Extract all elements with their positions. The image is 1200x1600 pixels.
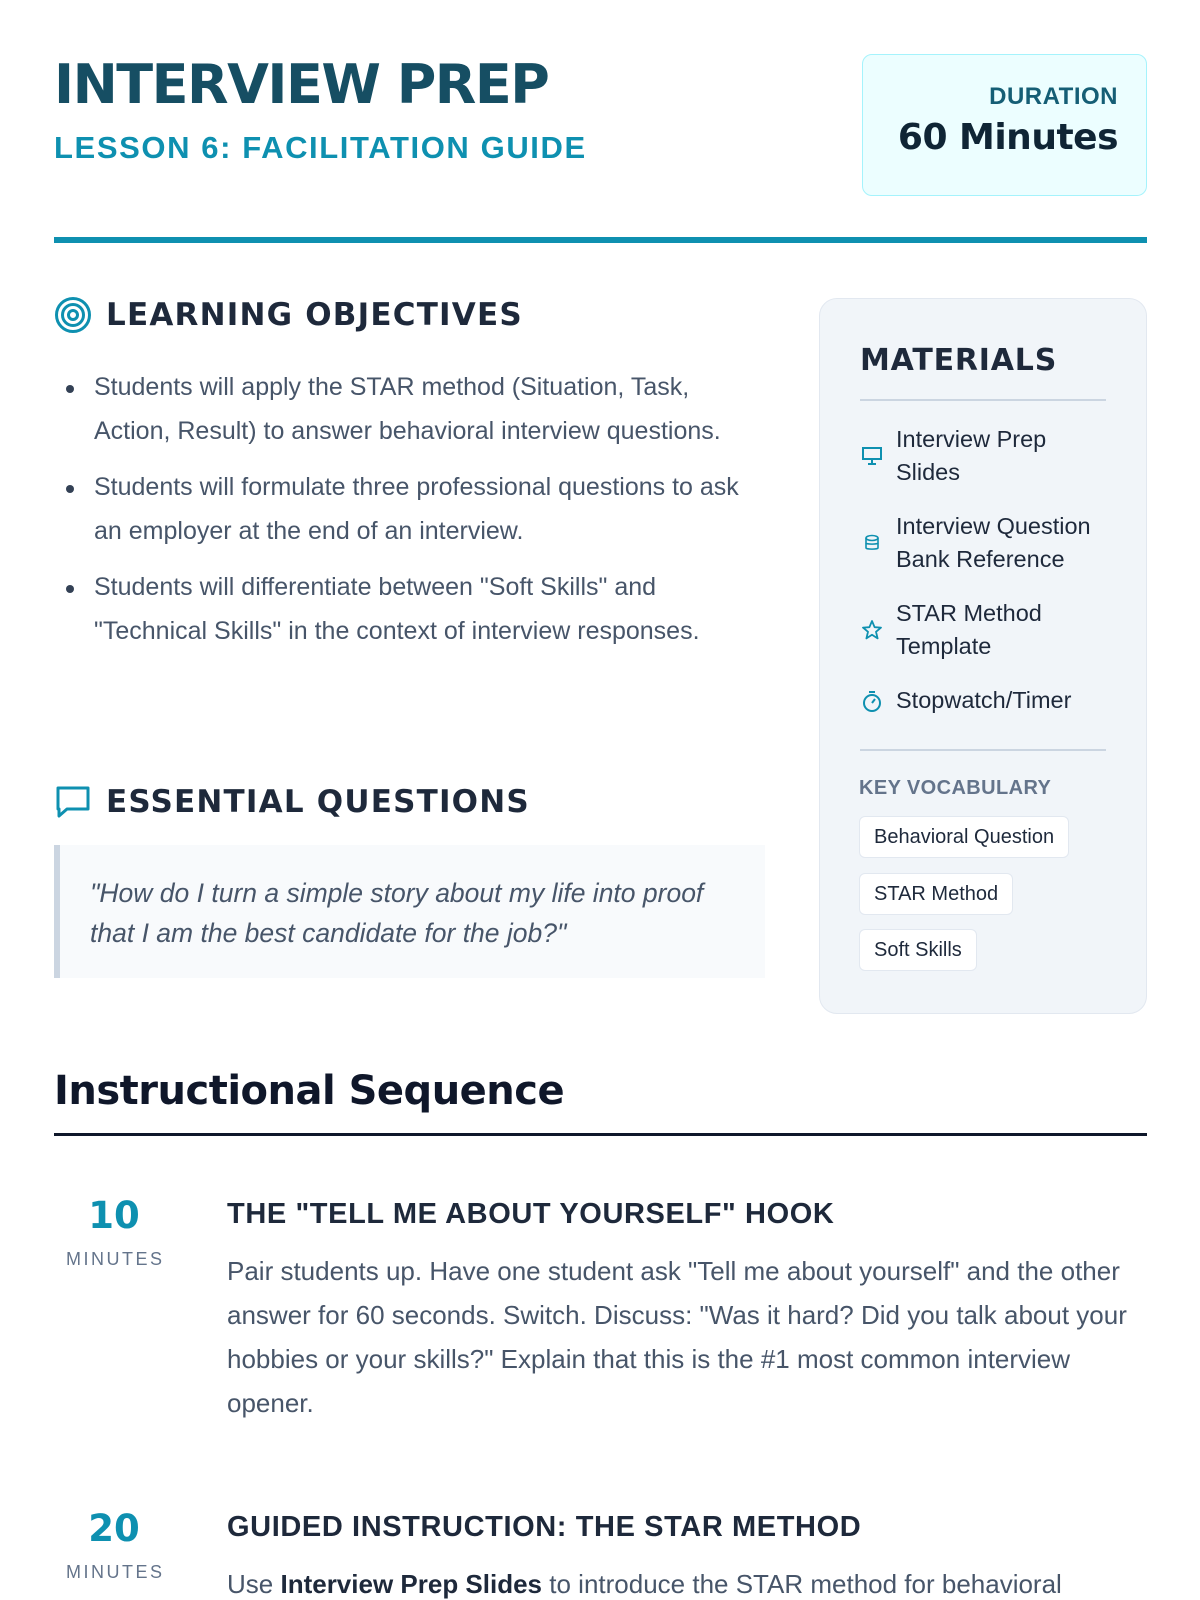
step-body: Pair students up. Have one student ask "Tell me about yourself" and the other answer for 60 seconds. Switch. Discuss: "Was it hard? Did you talk about your hobbies or your skills?" Explain that this is the #1 most common interview opener. xyxy=(227,1256,1127,1418)
step-body xyxy=(227,1562,1147,1600)
step-minutes: 20 xyxy=(88,1507,140,1550)
page-header xyxy=(54,52,1147,247)
vocab-chip: Soft Skills xyxy=(859,929,977,971)
stopwatch-icon xyxy=(860,689,884,713)
vocab-chip: STAR Method xyxy=(859,873,1013,915)
materials-title: MATERIALS xyxy=(860,343,1058,378)
objectives-heading xyxy=(54,296,523,334)
step-title: THE "TELL ME ABOUT YOURSELF" HOOK xyxy=(227,1198,835,1230)
sequence-divider xyxy=(54,1133,1147,1136)
vocabulary-divider xyxy=(860,749,1106,751)
materials-divider xyxy=(860,399,1106,401)
list-item: Students will formulate three professional questions to ask an employer at the end of an interview. xyxy=(66,466,766,553)
database-icon xyxy=(860,531,884,555)
objectives-list xyxy=(66,366,766,666)
vocab-chip: Behavioral Question xyxy=(859,816,1069,858)
essential-question-quote: "How do I turn a simple story about my life into proof that I am the best candidate for the job?" xyxy=(54,845,765,978)
vocabulary-label: KEY VOCABULARY xyxy=(859,777,1052,799)
duration-value: 60 Minutes xyxy=(897,117,1118,158)
presentation-icon xyxy=(860,444,884,468)
list-item: Students will differentiate between "Soft Skills" and "Technical Skills" in the context of interview responses. xyxy=(66,566,766,653)
step-body-emphasis: Interview Prep Slides xyxy=(280,1569,543,1599)
step-duration xyxy=(66,1506,165,1583)
sequence-step xyxy=(54,1506,1147,1600)
target-icon xyxy=(54,296,92,334)
header-divider xyxy=(54,237,1147,243)
sequence-title: Instructional Sequence xyxy=(54,1068,565,1114)
page-title: INTERVIEW PREP xyxy=(54,53,549,116)
step-body-text: Use xyxy=(227,1569,281,1599)
list-item xyxy=(860,684,1110,717)
star-icon xyxy=(860,618,884,642)
list-item xyxy=(860,510,1110,576)
materials-list xyxy=(860,423,1110,738)
essential-questions-heading xyxy=(54,783,530,821)
material-label: Interview Prep Slides xyxy=(896,426,1047,485)
step-title: GUIDED INSTRUCTION: THE STAR METHOD xyxy=(227,1511,862,1543)
chat-bubble-icon xyxy=(54,783,92,821)
objectives-heading-label: LEARNING OBJECTIVES xyxy=(106,297,523,333)
list-item xyxy=(860,423,1110,489)
step-minutes: 10 xyxy=(88,1194,140,1237)
essential-questions-heading-label: ESSENTIAL QUESTIONS xyxy=(106,784,530,820)
list-item xyxy=(860,597,1110,663)
step-unit: MINUTES xyxy=(66,1562,165,1582)
material-label: STAR Method Template xyxy=(896,600,1042,659)
step-duration xyxy=(66,1193,165,1270)
list-item: Students will apply the STAR method (Situation, Task, Action, Result) to answer behavioral interview questions. xyxy=(66,366,766,453)
sequence-step xyxy=(54,1193,1147,1433)
duration-box xyxy=(862,54,1147,196)
step-body-text: to introduce the STAR method for behavioral xyxy=(542,1569,1062,1599)
page-subtitle: LESSON 6: FACILITATION GUIDE xyxy=(54,130,587,165)
step-unit: MINUTES xyxy=(66,1249,165,1269)
material-label: Stopwatch/Timer xyxy=(896,687,1072,713)
duration-label: DURATION xyxy=(989,83,1118,110)
material-label: Interview Question Bank Reference xyxy=(896,513,1091,572)
